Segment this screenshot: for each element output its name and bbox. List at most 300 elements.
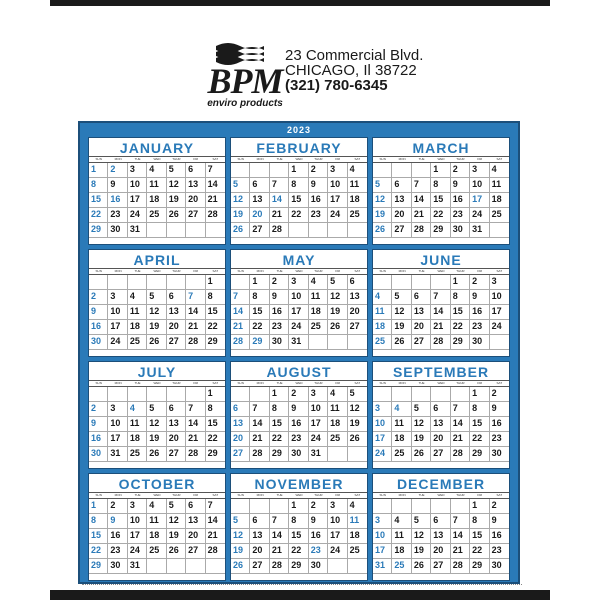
- day-cell: [289, 335, 308, 350]
- day-cell: [186, 447, 205, 462]
- day-cell: [348, 290, 367, 305]
- day-number: 2: [452, 164, 458, 174]
- weekday-label: WED: [295, 269, 303, 273]
- day-cell: [309, 499, 328, 514]
- day-number: 27: [188, 209, 199, 219]
- day-number: 15: [452, 306, 463, 316]
- day-number: 26: [413, 560, 424, 570]
- day-cell: [289, 290, 308, 305]
- day-cell: [250, 499, 269, 514]
- day-number: 4: [310, 276, 316, 286]
- day-number: 30: [472, 336, 483, 346]
- day-cell: [392, 275, 411, 290]
- day-cell: [270, 529, 289, 544]
- day-cell: [186, 335, 205, 350]
- day-cell: [412, 447, 431, 462]
- day-cell: [431, 402, 450, 417]
- weekday-label: FRI: [477, 269, 483, 273]
- day-number: 5: [413, 403, 419, 413]
- day-cell: [348, 275, 367, 290]
- day-cell: [392, 499, 411, 514]
- day-cell: [412, 335, 431, 350]
- day-number: 25: [310, 321, 321, 331]
- day-cell: [270, 193, 289, 208]
- weekday-label: THUR: [456, 381, 465, 385]
- month-name: JULY: [137, 364, 177, 380]
- day-cell: [328, 499, 347, 514]
- day-number: 10: [330, 179, 341, 189]
- day-number: 14: [413, 194, 424, 204]
- weekday-header: [231, 492, 367, 499]
- day-number: 12: [233, 194, 244, 204]
- day-number: 25: [394, 560, 405, 570]
- day-cell: [270, 163, 289, 178]
- day-cell: [270, 559, 289, 574]
- day-cell: [451, 499, 470, 514]
- day-cell: [231, 193, 250, 208]
- day-number: 21: [271, 545, 282, 555]
- weekday-label: SAT: [496, 493, 503, 497]
- day-cell: [470, 514, 489, 529]
- day-cell: [470, 335, 489, 350]
- day-number: 4: [394, 403, 400, 413]
- day-cell: [328, 559, 347, 574]
- day-cell: [451, 387, 470, 402]
- day-cell: [328, 193, 347, 208]
- weekday-label: MON: [256, 493, 264, 497]
- day-cell: [250, 305, 269, 320]
- weekday-label: WED: [295, 493, 303, 497]
- day-cell: [392, 223, 411, 238]
- day-number: 21: [413, 209, 424, 219]
- day-cell: [328, 514, 347, 529]
- day-number: 10: [291, 291, 302, 301]
- day-number: 30: [310, 560, 321, 570]
- day-number: 14: [271, 194, 282, 204]
- day-number: 19: [168, 194, 179, 204]
- day-grid: [89, 275, 225, 350]
- day-number: 24: [491, 321, 502, 331]
- weekday-label: THUR: [456, 269, 465, 273]
- day-number: 7: [207, 500, 213, 510]
- day-cell: [250, 208, 269, 223]
- day-cell: [431, 223, 450, 238]
- month-name: JUNE: [420, 252, 462, 268]
- day-number: 18: [310, 306, 321, 316]
- day-number: 2: [91, 403, 97, 413]
- day-cell: [309, 335, 328, 350]
- day-cell: [431, 432, 450, 447]
- day-cell: [309, 275, 328, 290]
- day-number: 15: [472, 418, 483, 428]
- day-number: 21: [252, 433, 263, 443]
- day-number: 24: [310, 433, 321, 443]
- day-cell: [89, 402, 108, 417]
- day-number: 26: [168, 545, 179, 555]
- day-number: 4: [349, 164, 355, 174]
- day-cell: [470, 178, 489, 193]
- day-cell: [373, 320, 392, 335]
- day-cell: [328, 529, 347, 544]
- day-cell: [373, 417, 392, 432]
- day-number: 20: [413, 321, 424, 331]
- day-number: 8: [91, 515, 97, 525]
- day-cell: [289, 320, 308, 335]
- day-number: 5: [233, 515, 239, 525]
- day-number: 16: [472, 306, 483, 316]
- calendar: [78, 121, 520, 584]
- weekday-label: WED: [153, 493, 161, 497]
- day-cell: [309, 223, 328, 238]
- day-grid: [373, 387, 509, 462]
- day-number: 29: [207, 336, 218, 346]
- weekday-label: MON: [256, 381, 264, 385]
- day-cell: [128, 529, 147, 544]
- day-number: 20: [394, 209, 405, 219]
- weekday-header: [231, 156, 367, 163]
- day-cell: [348, 499, 367, 514]
- day-number: 6: [433, 515, 439, 525]
- day-cell: [186, 193, 205, 208]
- day-number: 20: [168, 433, 179, 443]
- day-cell: [186, 514, 205, 529]
- day-cell: [270, 178, 289, 193]
- day-cell: [250, 432, 269, 447]
- day-cell: [206, 178, 225, 193]
- day-number: 15: [291, 194, 302, 204]
- day-number: 23: [291, 433, 302, 443]
- day-cell: [89, 387, 108, 402]
- day-cell: [373, 447, 392, 462]
- day-number: 28: [452, 560, 463, 570]
- day-cell: [89, 529, 108, 544]
- day-number: 14: [271, 530, 282, 540]
- day-number: 27: [433, 448, 444, 458]
- day-number: 6: [394, 179, 400, 189]
- day-cell: [309, 290, 328, 305]
- day-cell: [108, 529, 127, 544]
- day-cell: [108, 290, 127, 305]
- day-cell: [490, 305, 509, 320]
- day-cell: [270, 223, 289, 238]
- weekday-label: SAT: [496, 157, 503, 161]
- day-cell: [431, 559, 450, 574]
- day-number: 30: [452, 224, 463, 234]
- day-cell: [206, 290, 225, 305]
- month-june: [372, 249, 510, 357]
- day-grid: [89, 499, 225, 574]
- day-cell: [231, 320, 250, 335]
- day-cell: [231, 223, 250, 238]
- day-number: 11: [394, 530, 404, 540]
- month-name: MAY: [282, 252, 316, 268]
- day-cell: [167, 387, 186, 402]
- day-cell: [250, 514, 269, 529]
- weekday-label: FRI: [477, 493, 483, 497]
- day-number: 5: [375, 179, 381, 189]
- weekday-label: SUN: [379, 493, 386, 497]
- day-number: 18: [330, 418, 341, 428]
- weekday-label: WED: [437, 157, 445, 161]
- day-number: 19: [330, 306, 341, 316]
- day-number: 1: [207, 276, 213, 286]
- day-cell: [147, 208, 166, 223]
- day-number: 3: [310, 388, 316, 398]
- day-cell: [348, 432, 367, 447]
- day-cell: [470, 529, 489, 544]
- weekday-label: SUN: [95, 157, 102, 161]
- day-cell: [490, 544, 509, 559]
- day-cell: [108, 163, 127, 178]
- day-cell: [470, 387, 489, 402]
- day-number: 25: [129, 448, 140, 458]
- day-cell: [167, 432, 186, 447]
- weekday-label: TUE: [134, 381, 141, 385]
- day-cell: [328, 387, 347, 402]
- day-cell: [89, 499, 108, 514]
- top-bar: [50, 0, 550, 6]
- logo-subtitle: enviro products: [207, 98, 283, 109]
- day-number: 13: [233, 418, 244, 428]
- day-number: 14: [207, 515, 218, 525]
- day-cell: [328, 305, 347, 320]
- day-cell: [490, 178, 509, 193]
- day-cell: [431, 320, 450, 335]
- day-number: 17: [110, 321, 121, 331]
- day-cell: [392, 320, 411, 335]
- day-cell: [328, 432, 347, 447]
- day-number: 11: [129, 418, 140, 428]
- day-cell: [373, 290, 392, 305]
- day-number: 12: [168, 515, 179, 525]
- day-cell: [250, 447, 269, 462]
- day-cell: [392, 178, 411, 193]
- day-cell: [128, 163, 147, 178]
- day-cell: [231, 447, 250, 462]
- day-cell: [108, 275, 127, 290]
- day-number: 5: [413, 515, 419, 525]
- day-number: 20: [433, 433, 444, 443]
- day-number: 10: [129, 179, 140, 189]
- day-number: 13: [394, 194, 405, 204]
- day-number: 29: [252, 336, 263, 346]
- day-number: 5: [149, 291, 155, 301]
- day-cell: [412, 387, 431, 402]
- day-number: 21: [452, 545, 463, 555]
- day-cell: [373, 275, 392, 290]
- day-cell: [289, 544, 308, 559]
- day-number: 15: [433, 194, 444, 204]
- weekday-label: FRI: [193, 269, 199, 273]
- day-number: 9: [110, 179, 116, 189]
- day-number: 26: [233, 224, 244, 234]
- weekday-label: MON: [256, 269, 264, 273]
- weekday-label: THUR: [314, 269, 323, 273]
- day-cell: [309, 208, 328, 223]
- day-cell: [250, 559, 269, 574]
- day-number: 19: [394, 321, 405, 331]
- day-cell: [231, 559, 250, 574]
- day-cell: [206, 193, 225, 208]
- day-cell: [128, 223, 147, 238]
- day-cell: [392, 387, 411, 402]
- day-number: 2: [472, 276, 478, 286]
- day-number: 2: [310, 164, 316, 174]
- day-number: 23: [271, 321, 282, 331]
- day-cell: [451, 208, 470, 223]
- day-number: 18: [394, 545, 405, 555]
- day-cell: [328, 275, 347, 290]
- day-number: 28: [188, 336, 199, 346]
- day-number: 5: [349, 388, 355, 398]
- weekday-header: [89, 380, 225, 387]
- day-cell: [186, 223, 205, 238]
- day-cell: [348, 208, 367, 223]
- day-number: 20: [188, 194, 199, 204]
- day-cell: [431, 290, 450, 305]
- day-number: 21: [433, 321, 444, 331]
- weekday-label: WED: [437, 381, 445, 385]
- day-number: 22: [291, 209, 302, 219]
- day-number: 16: [91, 321, 102, 331]
- day-cell: [206, 163, 225, 178]
- weekday-label: SUN: [95, 493, 102, 497]
- day-number: 12: [349, 403, 360, 413]
- day-cell: [348, 223, 367, 238]
- day-cell: [348, 178, 367, 193]
- day-cell: [89, 335, 108, 350]
- day-number: 12: [149, 418, 160, 428]
- weekday-label: SUN: [379, 269, 386, 273]
- day-number: 8: [291, 179, 297, 189]
- weekday-label: FRI: [193, 381, 199, 385]
- day-cell: [128, 320, 147, 335]
- day-number: 24: [129, 545, 140, 555]
- day-cell: [412, 514, 431, 529]
- day-cell: [167, 447, 186, 462]
- day-cell: [89, 320, 108, 335]
- day-grid: [231, 387, 367, 462]
- weekday-label: MON: [114, 269, 122, 273]
- day-cell: [128, 514, 147, 529]
- day-cell: [431, 514, 450, 529]
- day-cell: [412, 499, 431, 514]
- day-cell: [490, 208, 509, 223]
- day-cell: [412, 544, 431, 559]
- day-number: 25: [330, 433, 341, 443]
- day-number: 25: [491, 209, 502, 219]
- day-cell: [373, 402, 392, 417]
- weekday-label: SUN: [379, 157, 386, 161]
- day-number: 27: [394, 224, 405, 234]
- day-number: 18: [375, 321, 386, 331]
- day-cell: [89, 223, 108, 238]
- day-cell: [167, 335, 186, 350]
- day-cell: [392, 193, 411, 208]
- day-number: 8: [207, 403, 213, 413]
- day-cell: [206, 223, 225, 238]
- day-cell: [412, 320, 431, 335]
- weekday-header: [373, 156, 509, 163]
- day-cell: [392, 514, 411, 529]
- day-cell: [348, 335, 367, 350]
- day-number: 10: [110, 418, 121, 428]
- day-number: 13: [168, 418, 179, 428]
- day-cell: [206, 305, 225, 320]
- logo-text: BPM: [207, 61, 283, 101]
- day-cell: [431, 335, 450, 350]
- day-number: 27: [252, 224, 263, 234]
- day-cell: [231, 163, 250, 178]
- weekday-label: SUN: [237, 157, 244, 161]
- day-number: 11: [310, 291, 321, 301]
- day-number: 12: [233, 530, 244, 540]
- day-number: 16: [110, 194, 121, 204]
- weekday-label: TUE: [134, 157, 141, 161]
- day-cell: [490, 402, 509, 417]
- day-cell: [270, 208, 289, 223]
- day-number: 17: [110, 433, 121, 443]
- weekday-label: MON: [398, 157, 406, 161]
- day-number: 27: [349, 321, 360, 331]
- day-cell: [348, 417, 367, 432]
- day-cell: [348, 193, 367, 208]
- day-number: 6: [433, 403, 439, 413]
- day-number: 14: [233, 306, 244, 316]
- day-cell: [231, 514, 250, 529]
- month-may: [230, 249, 368, 357]
- day-cell: [392, 432, 411, 447]
- day-cell: [186, 178, 205, 193]
- month-name: DECEMBER: [396, 476, 486, 492]
- day-cell: [348, 514, 367, 529]
- day-number: 4: [129, 403, 135, 413]
- day-cell: [289, 305, 308, 320]
- month-september: [372, 361, 510, 469]
- day-number: 27: [168, 336, 179, 346]
- day-cell: [147, 514, 166, 529]
- day-number: 16: [491, 418, 502, 428]
- day-cell: [348, 447, 367, 462]
- day-number: 25: [149, 545, 160, 555]
- month-march: [372, 137, 510, 245]
- month-april: [88, 249, 226, 357]
- day-cell: [89, 305, 108, 320]
- day-cell: [128, 290, 147, 305]
- day-number: 6: [188, 164, 194, 174]
- day-cell: [147, 387, 166, 402]
- day-cell: [451, 305, 470, 320]
- day-cell: [186, 432, 205, 447]
- day-cell: [373, 223, 392, 238]
- weekday-label: SAT: [354, 269, 361, 273]
- day-number: 26: [330, 321, 341, 331]
- day-number: 18: [149, 194, 160, 204]
- day-cell: [270, 544, 289, 559]
- weekday-label: THUR: [314, 493, 323, 497]
- day-cell: [451, 193, 470, 208]
- weekday-label: MON: [398, 493, 406, 497]
- day-cell: [451, 417, 470, 432]
- weekday-label: FRI: [477, 381, 483, 385]
- day-number: 21: [207, 530, 218, 540]
- day-cell: [270, 402, 289, 417]
- day-number: 17: [472, 194, 483, 204]
- day-cell: [89, 417, 108, 432]
- weekday-label: WED: [437, 269, 445, 273]
- day-cell: [270, 275, 289, 290]
- day-cell: [206, 544, 225, 559]
